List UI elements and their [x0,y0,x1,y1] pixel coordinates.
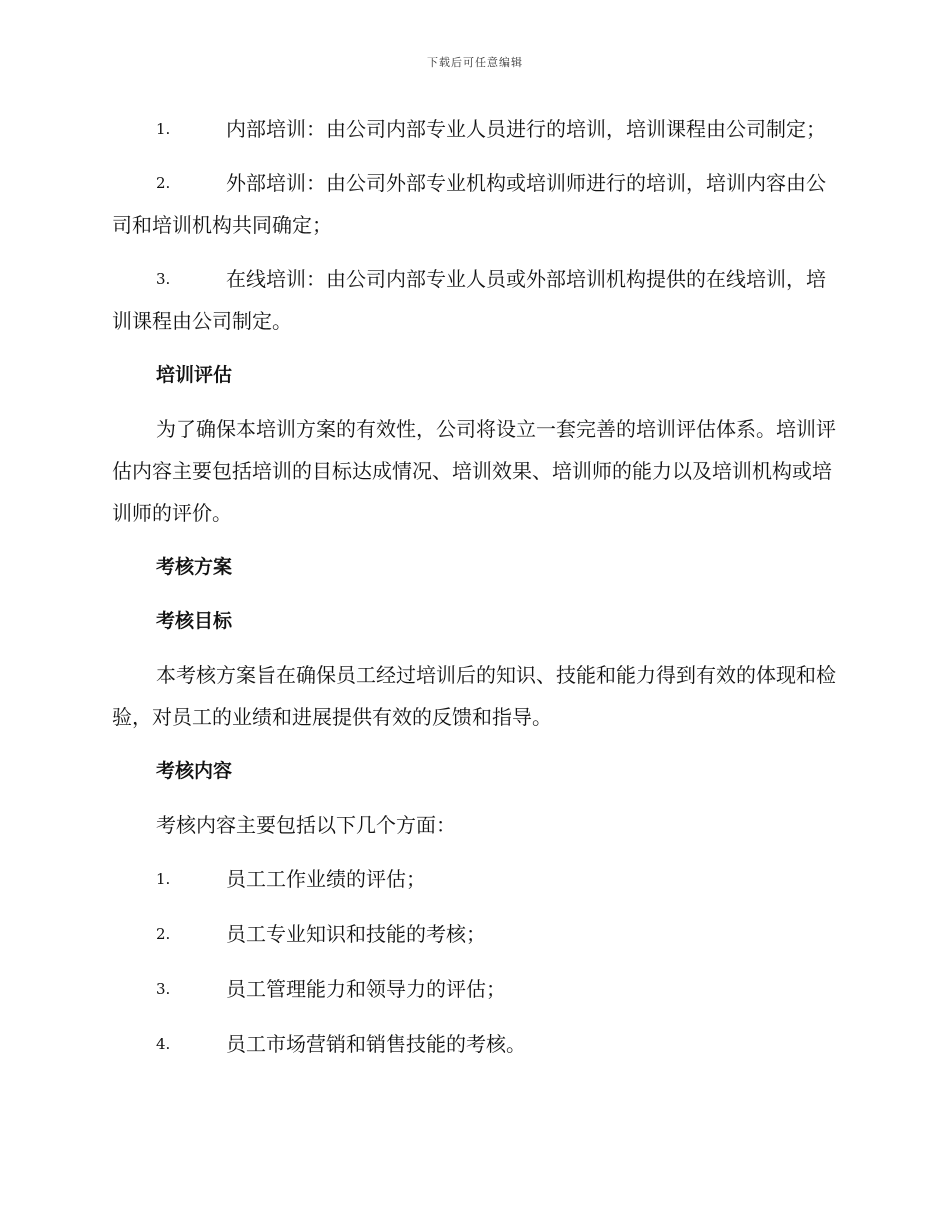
list-item [112,108,836,150]
list-number: 1. [156,870,171,888]
page-header: 下载后可任意编辑 [427,56,523,69]
section-heading-training-eval: 培训评估 [156,364,233,386]
list-text: 内部培训：由公司内部专业人员进行的培训，培训课程由公司制定； [226,117,826,141]
list-number: 1. [156,120,171,138]
section-heading-assessment: 考核方案 [156,556,233,578]
assessment-goal-paragraph: 本考核方案旨在确保员工经过培训后的知识、技能和能力得到有效的体现和检验，对员工的业绩和进展提供有效的反馈和指导。 [112,663,836,729]
section-heading-assessment-goal: 考核目标 [156,610,233,632]
list-text: 员工专业知识和技能的考核； [226,922,486,946]
list-number: 4. [156,1035,171,1053]
list-number: 2. [156,174,171,192]
list-item [112,913,836,955]
list-item [112,1023,836,1065]
list-text: 在线培训：由公司内部专业人员或外部培训机构提供的在线培训，培训课程由公司制定。 [112,267,826,333]
list-item [112,258,836,342]
list-text: 员工市场营销和销售技能的考核。 [226,1032,526,1056]
list-item [112,162,836,246]
list-item [112,968,836,1010]
document-body [112,108,836,1078]
list-item [112,858,836,900]
list-number: 3. [156,270,171,288]
training-eval-paragraph: 为了确保本培训方案的有效性，公司将设立一套完善的培训评估体系。培训评估内容主要包括培训的目标达成情况、培训效果、培训师的能力以及培训机构或培训师的评价。 [112,417,836,525]
section-heading-assessment-content: 考核内容 [156,760,233,782]
list-number: 2. [156,925,171,943]
list-text: 员工工作业绩的评估； [226,867,426,891]
assessment-content-intro: 考核内容主要包括以下几个方面： [156,813,456,837]
list-number: 3. [156,980,171,998]
list-text: 员工管理能力和领导力的评估； [226,977,506,1001]
list-text: 外部培训：由公司外部专业机构或培训师进行的培训，培训内容由公司和培训机构共同确定； [112,171,826,237]
